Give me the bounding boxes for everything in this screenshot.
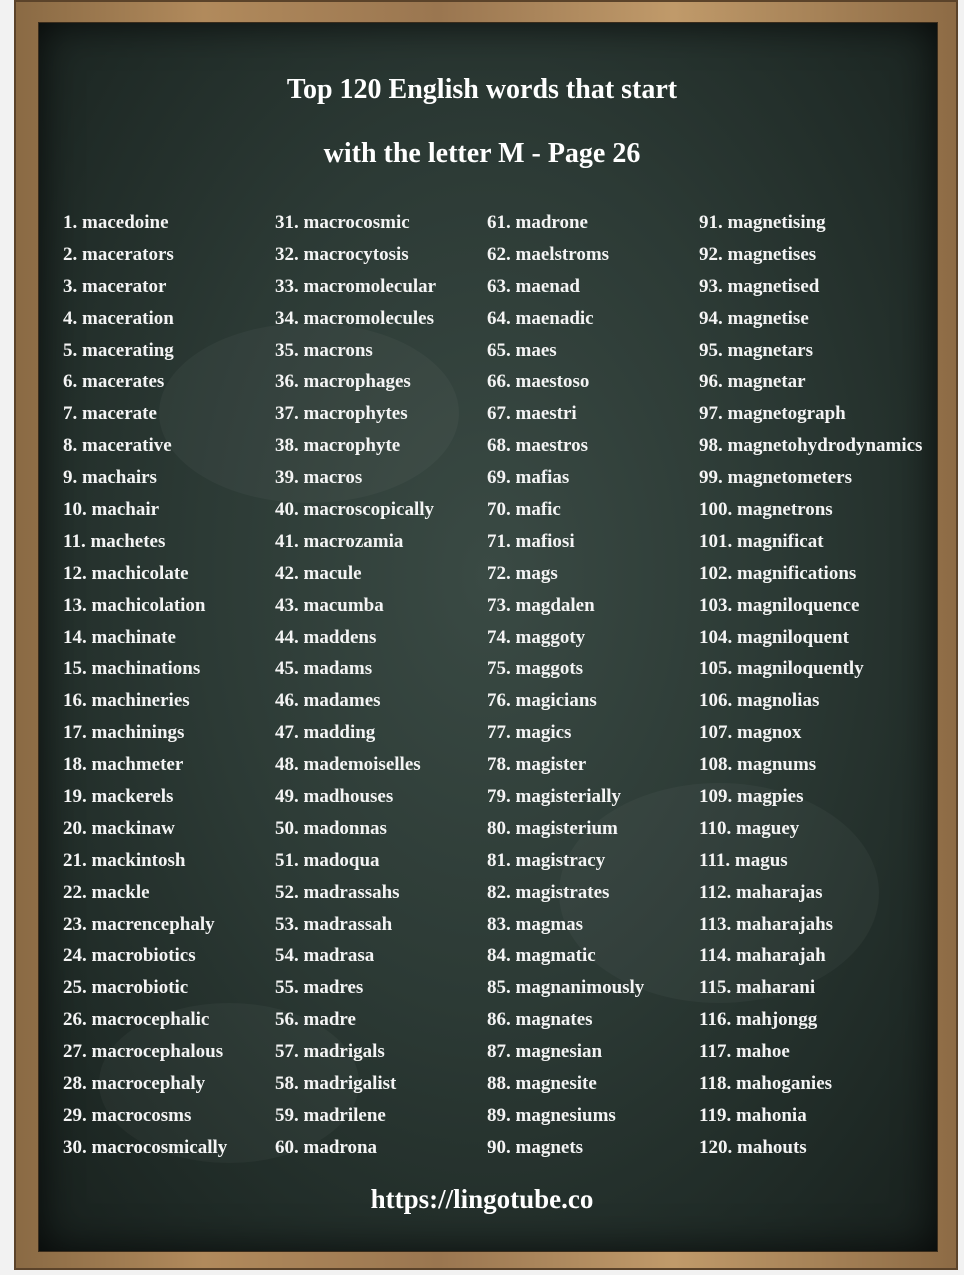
word-column-3	[487, 210, 644, 1167]
word-item: 93. magnetised	[699, 275, 820, 297]
word-item: 17. machinings	[63, 722, 185, 744]
word-item: 89. magnesiums	[487, 1104, 616, 1126]
word-item: 28. macrocephaly	[63, 1073, 206, 1095]
word-item: 69. mafias	[487, 467, 570, 489]
word-item: 26. macrocephalic	[63, 1009, 210, 1031]
word-item: 49. madhouses	[275, 786, 394, 808]
word-item: 72. mags	[487, 562, 558, 584]
word-item: 59. madrilene	[275, 1104, 386, 1126]
word-item: 110. maguey	[699, 817, 800, 839]
word-item: 9. machairs	[63, 467, 157, 489]
word-item: 55. madres	[275, 977, 364, 999]
word-item: 42. macule	[275, 562, 362, 584]
word-item: 99. magnetometers	[699, 467, 853, 489]
word-item: 109. magpies	[699, 786, 804, 808]
word-item: 73. magdalen	[487, 594, 595, 616]
word-item: 38. macrophyte	[275, 435, 401, 457]
word-item: 25. macrobiotic	[63, 977, 189, 999]
word-item: 6. macerates	[63, 371, 165, 393]
word-item: 85. magnanimously	[487, 977, 645, 999]
word-item: 97. magnetograph	[699, 403, 846, 425]
word-item: 91. magnetising	[699, 212, 826, 233]
word-item: 74. maggoty	[487, 626, 586, 648]
word-item: 103. magniloquence	[699, 594, 860, 616]
word-item: 4. maceration	[63, 307, 174, 329]
word-item: 67. maestri	[487, 403, 577, 425]
word-item: 54. madrasa	[275, 945, 375, 967]
word-item: 62. maelstroms	[487, 243, 610, 265]
word-item: 94. magnetise	[699, 307, 809, 329]
word-item: 88. magnesite	[487, 1073, 597, 1095]
word-item: 16. machineries	[63, 690, 190, 712]
word-item: 40. macroscopically	[275, 499, 435, 521]
word-item: 60. madrona	[275, 1136, 378, 1158]
word-item: 21. mackintosh	[63, 849, 186, 871]
word-item: 19. mackerels	[63, 786, 174, 808]
word-item: 1. macedoine	[63, 212, 169, 233]
word-item: 108. magnums	[699, 754, 817, 776]
word-item: 117. mahoe	[699, 1041, 790, 1063]
word-item: 83. magmas	[487, 913, 584, 935]
word-item: 64. maenadic	[487, 307, 594, 329]
word-item: 31. macrocosmic	[275, 212, 410, 233]
word-item: 43. macumba	[275, 594, 384, 616]
word-item: 34. macromolecules	[275, 307, 434, 329]
word-item: 50. madonnas	[275, 817, 387, 839]
word-item: 18. machmeter	[63, 754, 184, 776]
word-item: 8. macerative	[63, 435, 172, 457]
word-item: 118. mahoganies	[699, 1073, 833, 1095]
page-title-line-1: Top 120 English words that start	[286, 74, 678, 105]
word-item: 41. macrozamia	[275, 530, 404, 552]
word-item: 52. madrassahs	[275, 881, 400, 903]
word-item: 47. madding	[275, 722, 376, 744]
word-item: 71. mafiosi	[487, 530, 575, 552]
word-item: 7. macerate	[63, 403, 157, 425]
word-item: 112. maharajas	[699, 881, 823, 903]
word-column-1	[63, 210, 227, 1167]
word-item: 32. macrocytosis	[275, 243, 409, 265]
word-item: 98. magnetohydrodynamics	[699, 435, 923, 457]
word-item: 20. mackinaw	[63, 817, 175, 839]
word-column-4	[699, 210, 922, 1167]
word-item: 37. macrophytes	[275, 403, 408, 425]
word-item: 36. macrophages	[275, 371, 411, 393]
word-item: 96. magnetar	[699, 371, 806, 393]
word-item: 11. machetes	[63, 530, 166, 552]
word-item: 107. magnox	[699, 722, 802, 744]
word-item: 120. mahouts	[699, 1136, 807, 1158]
word-item: 80. magisterium	[487, 817, 618, 839]
word-item: 63. maenad	[487, 275, 580, 297]
word-item: 57. madrigals	[275, 1041, 385, 1063]
word-item: 14. machinate	[63, 626, 176, 648]
word-item: 100. magnetrons	[699, 499, 833, 521]
footer-url: https://lingotube.co	[370, 1184, 594, 1214]
word-item: 51. madoqua	[275, 849, 380, 871]
word-item: 2. macerators	[63, 243, 174, 265]
word-item: 5. macerating	[63, 339, 174, 361]
word-item: 116. mahjongg	[699, 1009, 818, 1031]
word-item: 24. macrobiotics	[63, 945, 196, 967]
word-item: 29. macrocosms	[63, 1104, 192, 1126]
word-item: 84. magmatic	[487, 945, 596, 967]
word-item: 104. magniloquent	[699, 626, 849, 648]
word-item: 77. magics	[487, 722, 572, 744]
word-item: 39. macros	[275, 467, 363, 489]
word-item: 56. madre	[275, 1009, 356, 1031]
word-item: 106. magnolias	[699, 690, 820, 712]
word-item: 113. maharajahs	[699, 913, 834, 935]
word-item: 58. madrigalist	[275, 1073, 397, 1095]
word-item: 101. magnificat	[699, 530, 824, 552]
word-item: 45. madams	[275, 658, 373, 680]
word-item: 70. mafic	[487, 499, 561, 521]
word-item: 15. machinations	[63, 658, 201, 680]
page-title-line-2: with the letter M - Page 26	[323, 138, 641, 169]
word-item: 76. magicians	[487, 690, 597, 712]
word-item: 86. magnates	[487, 1009, 593, 1031]
word-item: 65. maes	[487, 339, 557, 361]
word-item: 66. maestoso	[487, 371, 590, 393]
word-item: 23. macrencephaly	[63, 913, 215, 935]
word-item: 10. machair	[63, 499, 160, 521]
word-item: 79. magisterially	[487, 786, 622, 808]
word-item: 48. mademoiselles	[275, 754, 421, 776]
word-item: 3. macerator	[63, 275, 167, 297]
word-item: 12. machicolate	[63, 562, 189, 584]
word-item: 75. maggots	[487, 658, 584, 680]
word-item: 111. magus	[699, 849, 788, 871]
word-item: 115. maharani	[699, 977, 816, 999]
word-item: 105. magniloquently	[699, 658, 864, 680]
word-item: 87. magnesian	[487, 1041, 603, 1063]
word-column-2	[275, 210, 436, 1167]
word-item: 46. madames	[275, 690, 381, 712]
word-item: 92. magnetises	[699, 243, 817, 265]
word-item: 114. maharajah	[699, 945, 826, 967]
word-item: 90. magnets	[487, 1136, 584, 1158]
word-item: 35. macrons	[275, 339, 373, 361]
word-item: 13. machicolation	[63, 594, 206, 616]
word-item: 27. macrocephalous	[63, 1041, 224, 1063]
word-item: 30. macrocosmically	[63, 1136, 228, 1158]
word-item: 81. magistracy	[487, 849, 606, 871]
word-item: 68. maestros	[487, 435, 588, 457]
word-item: 22. mackle	[63, 881, 150, 903]
word-item: 61. madrone	[487, 212, 588, 233]
word-item: 102. magnifications	[699, 562, 857, 584]
word-item: 78. magister	[487, 754, 587, 776]
word-item: 53. madrassah	[275, 913, 393, 935]
word-item: 82. magistrates	[487, 881, 610, 903]
word-item: 95. magnetars	[699, 339, 813, 361]
word-item: 119. mahonia	[699, 1104, 807, 1126]
word-item: 33. macromolecular	[275, 275, 437, 297]
word-item: 44. maddens	[275, 626, 377, 648]
